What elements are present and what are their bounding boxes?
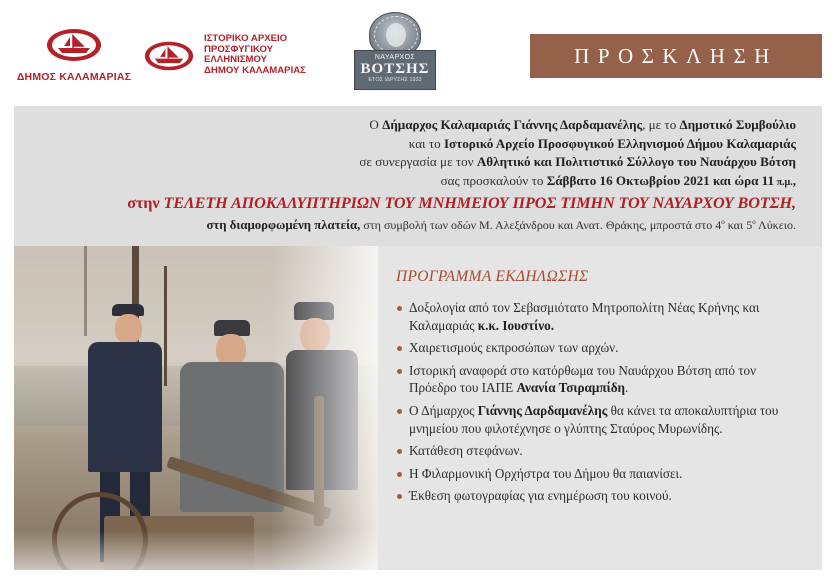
program-item: Έκθεση φωτογραφίας για ενημέρωση του κοινού. (396, 487, 800, 505)
intro-line-3: σε συνεργασία με τον Αθλητικό και Πολιτιστικό Σύλλογο του Ναυάρχου Βότση (359, 154, 796, 169)
program-heading: ΠΡΟΓΡΑΜΜΑ ΕΚΔΗΛΩΣΗΣ (396, 268, 589, 285)
program-item: Ιστορική αναφορά στο κατόρθωμα του Ναυάρχου Βότση από τον Πρόεδρο του ΙΑΠΕ Ανανία Τσιραμπίδη. (396, 362, 800, 397)
intro-line-2: και το Ιστορικό Αρχείο Προσφυγικού Ελληνισμού Δήμου Καλαμαριάς (408, 135, 796, 151)
club-badge (354, 12, 436, 96)
program-list (396, 299, 800, 505)
event-location: στη διαμορφωμένη πλατεία, στη συμβολή των οδών Μ. Αλεξάνδρου και Ανατ. Θράκης, μπροστά στο $4^o$ και $5^o$ Λύκειο. (206, 218, 796, 232)
program-item: Κατάθεση στεφάνων. (396, 442, 800, 460)
club-badge-plate (354, 50, 436, 90)
intro-line-4: σας προσκαλούν το Σάββατο 16 Οκτωβρίου 2021 και ώρα 11 π.μ., (440, 172, 796, 188)
ship-emblem-icon (144, 40, 194, 72)
program-item: Η Φιλαρμονική Ορχήστρα του Δήμου θα παιανίσει. (396, 465, 800, 483)
ceremony-title: στην ΤΕΛΕΤΗ ΑΠΟΚΑΛΥΠΤΗΡΙΩΝ ΤΟΥ ΜΝΗΜΕΙΟΥ ΠΡΟΣ ΤΙΜΗΝ ΤΟΥ ΝΑΥΑΡΧΟΥ ΒΟΤΣΗ, (127, 194, 796, 212)
archive-logo (142, 34, 332, 82)
event-date: Σάββατο 16 Οκτωβρίου 2021 και ώρα 11 (546, 172, 775, 188)
municipality-logo (14, 28, 134, 83)
program-item: Δοξολογία από τον Σεβασμιότατο Μητροπολίτη Νέας Κρήνης και Καλαμαριάς κ.κ. Ιουστίνο. (396, 299, 800, 334)
club-badge-top-text: ΝΑΥΑΡΧΟΣ (374, 54, 416, 61)
municipality-name: ΔΗΜΟΣ ΚΑΛΑΜΑΡΙΑΣ (16, 71, 132, 83)
intro-line-1: Ο Δήμαρχος Καλαμαριάς Γιάννης Δαρδαμανέλης, με το Δημοτικό Συμβούλιο (369, 117, 796, 132)
program-item: Χαιρετισμούς εκπροσώπων των αρχών. (396, 339, 800, 357)
invitation-banner: ΠΡΟΣΚΛΗΣΗ (530, 34, 822, 78)
club-badge-name: ΒΟΤΣΗΣ (360, 61, 430, 77)
archive-name: ΙΣΤΟΡΙΚΟ ΑΡΧΕΙΟ ΠΡΟΣΦΥΓΙΚΟΥ ΕΛΛΗΝΙΣΜΟΥ ΔΗΜΟΥ ΚΑΛΑΜΑΡΙΑΣ (204, 33, 306, 76)
invitation-intro (14, 106, 822, 246)
ship-emblem-icon (46, 28, 102, 62)
program-item: Ο Δήμαρχος Γιάννης Δαρδαμανέλης θα κάνει τα αποκαλυπτήρια του μνημείου που φιλοτέχνησε ο γλύπτης Σταύρος Μυρωνίδης. (396, 402, 800, 437)
historic-ship-photo (14, 246, 380, 570)
club-badge-footer: ΕΤΟΣ ΙΔΡΥΣΗΣ 1933 (368, 77, 422, 83)
event-program (378, 246, 822, 570)
